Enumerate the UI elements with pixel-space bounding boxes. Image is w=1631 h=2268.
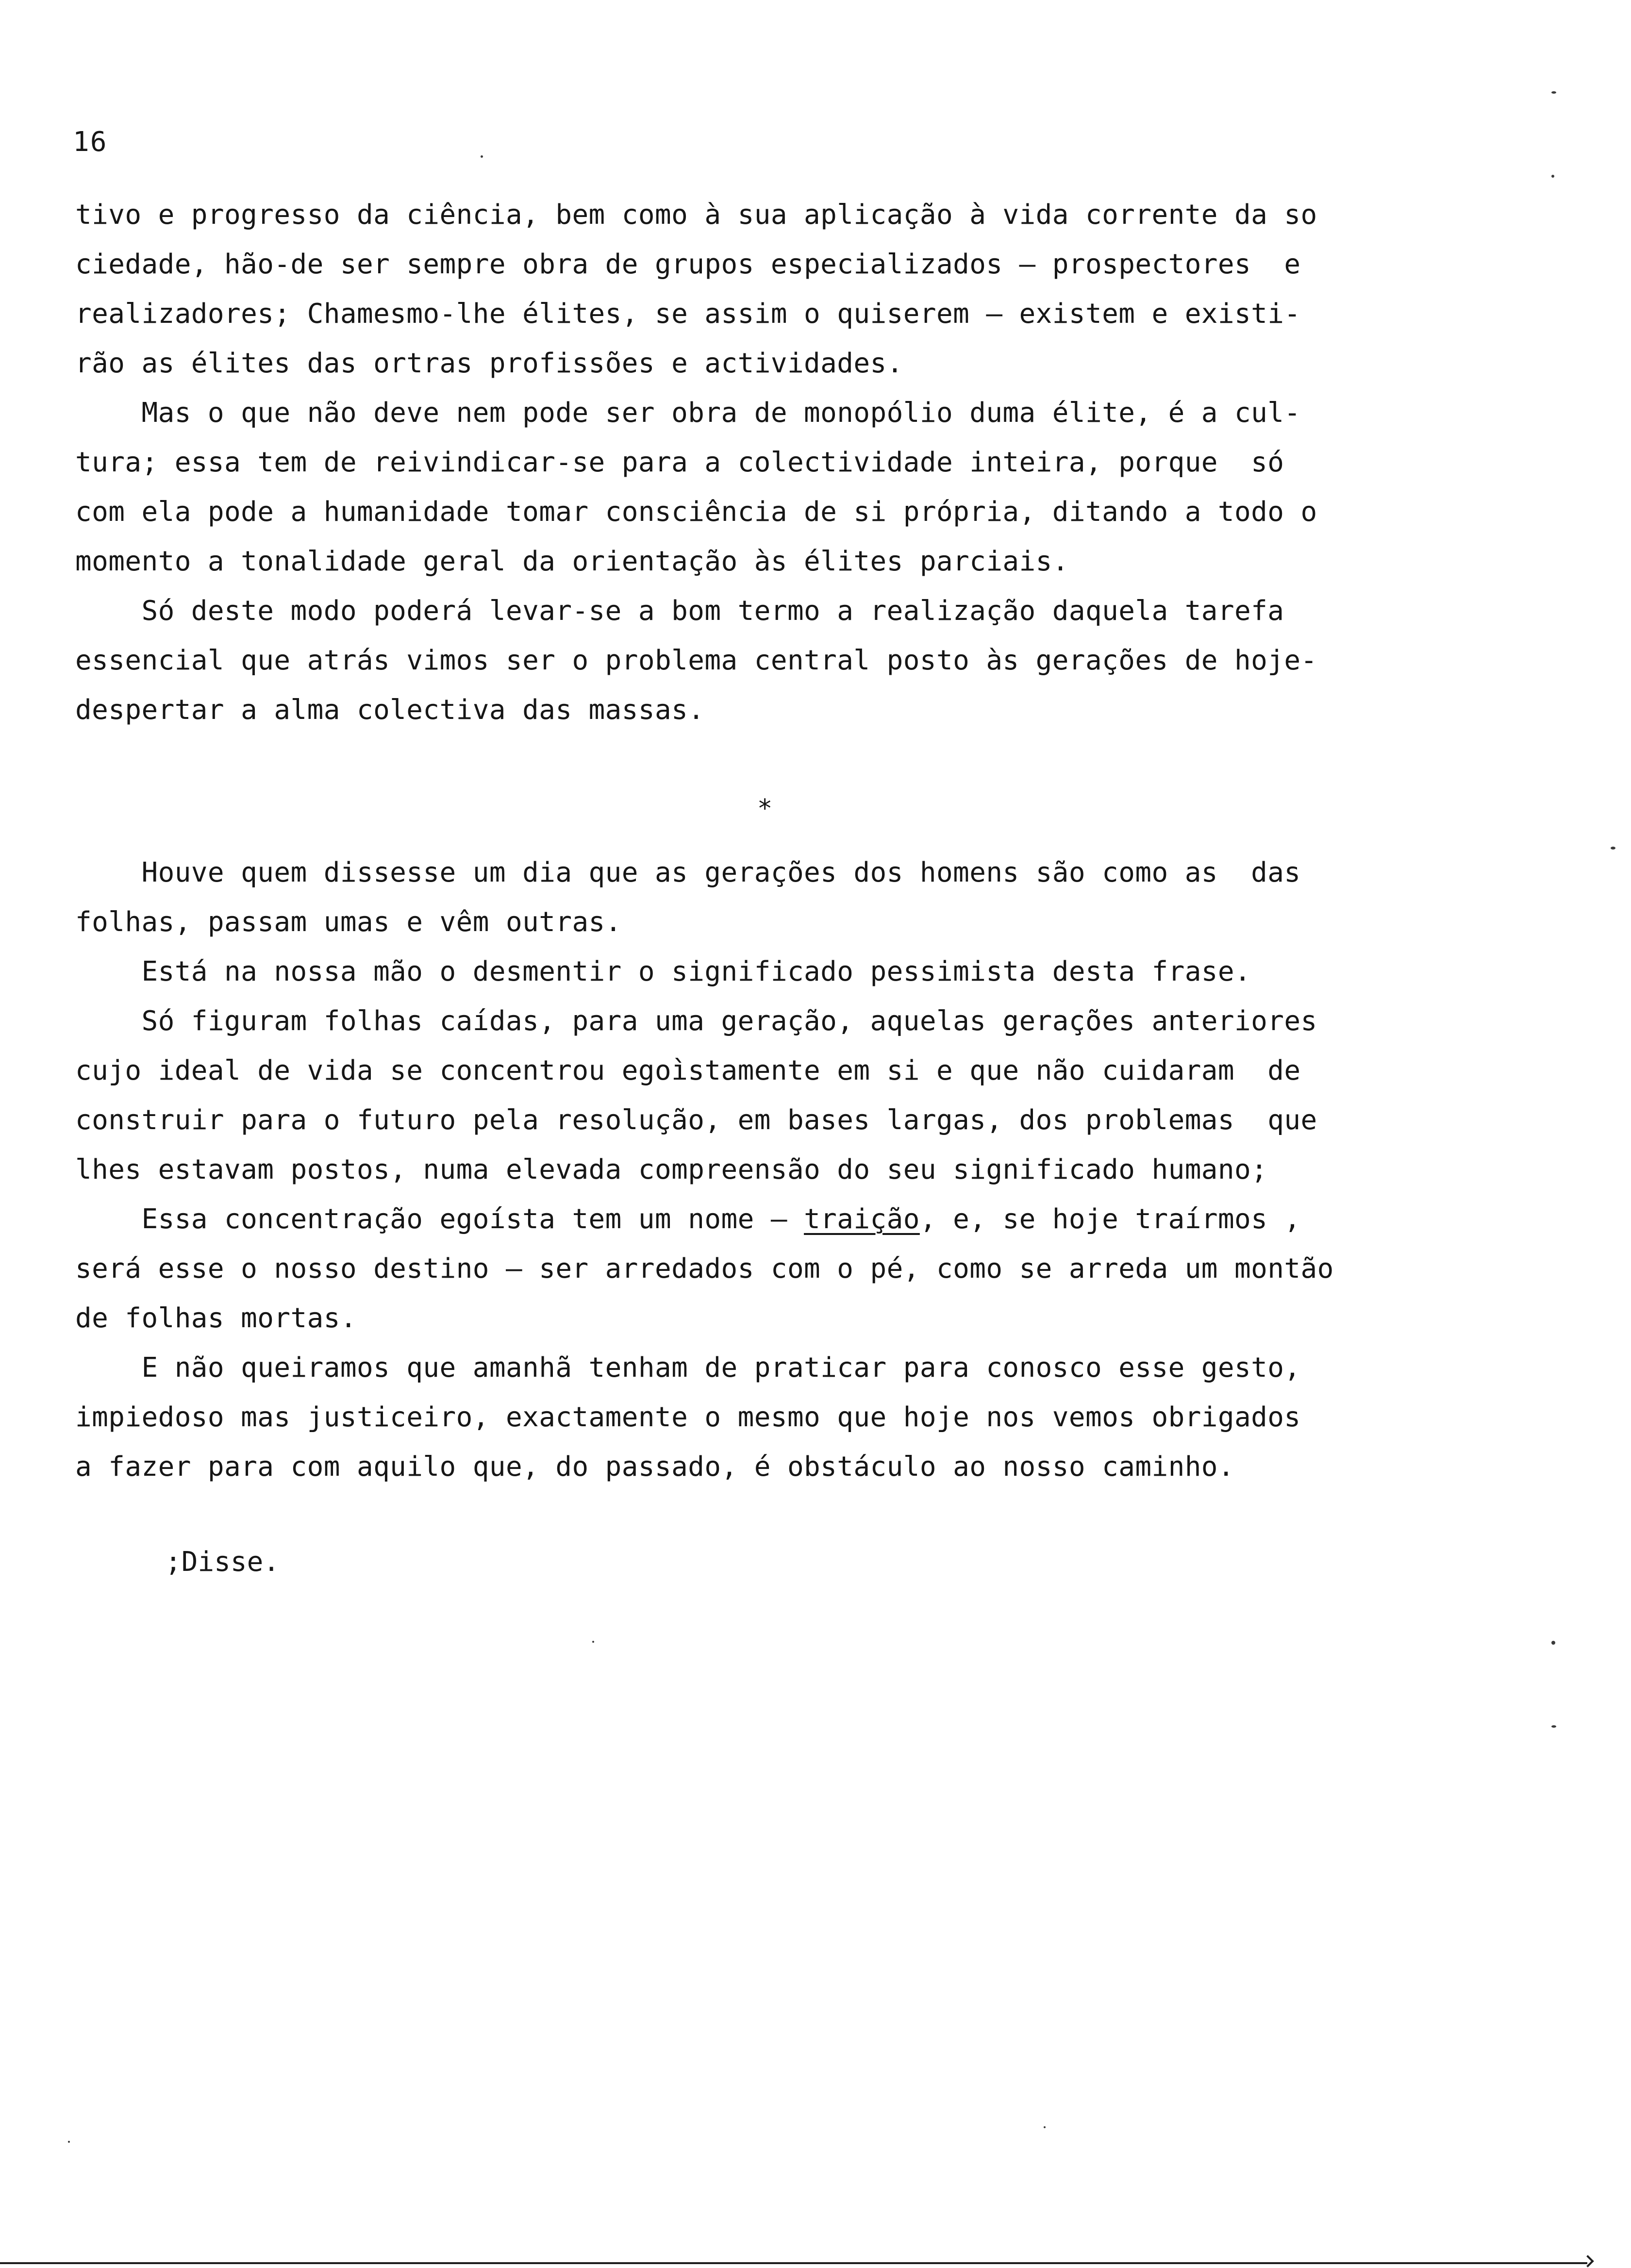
text-line: Só figuram folhas caídas, para uma geração, aquelas gerações anteriores bbox=[75, 1005, 1317, 1037]
text-line: folhas, passam umas e vêm outras. bbox=[75, 906, 622, 938]
scan-speck bbox=[1551, 1725, 1556, 1728]
text-segment: Essa concentração egoísta tem um nome – bbox=[75, 1203, 804, 1235]
text-line: tura; essa tem de reivindicar-se para a colectividade inteira, porque só bbox=[75, 447, 1284, 478]
text-line: ciedade, hão-de ser sempre obra de grupos especializados – prospectores e bbox=[75, 249, 1301, 280]
text-line: de folhas mortas. bbox=[75, 1302, 357, 1334]
scan-speck bbox=[1551, 91, 1556, 94]
text-line: Está na nossa mão o desmentir o significado pessimista desta frase. bbox=[75, 956, 1251, 987]
scan-speck bbox=[1611, 847, 1615, 850]
text-line: impiedoso mas justiceiro, exactamente o mesmo que hoje nos vemos obrigados bbox=[75, 1401, 1301, 1433]
text-line: lhes estavam postos, numa elevada compreensão do seu significado humano; bbox=[75, 1154, 1268, 1185]
text-line: essencial que atrás vimos ser o problema central posto às gerações de hoje- bbox=[75, 645, 1317, 676]
text-segment: , e, se hoje traírmos , bbox=[919, 1203, 1301, 1235]
text-line: construir para o futuro pela resolução, em bases largas, dos problemas que bbox=[75, 1104, 1317, 1136]
text-line: E não queiramos que amanhã tenham de praticar para conosco esse gesto, bbox=[75, 1352, 1301, 1384]
text-line: Houve quem dissesse um dia que as gerações dos homens são como as das bbox=[75, 857, 1301, 888]
scan-speck bbox=[1551, 175, 1554, 178]
text-line: será esse o nosso destino – ser arredados com o pé, como se arreda um montão bbox=[75, 1253, 1334, 1284]
text-line: com ela pode a humanidade tomar consciência de si própria, ditando a todo o bbox=[75, 496, 1317, 528]
text-line bbox=[75, 1203, 1301, 1235]
text-line: rão as élites das ortras profissões e actividades. bbox=[75, 348, 903, 379]
closing-remark: ;Disse. bbox=[165, 1546, 280, 1578]
underlined-word: traição bbox=[804, 1203, 920, 1235]
text-line: Mas o que não deve nem pode ser obra de monopólio duma élite, é a cul- bbox=[75, 397, 1301, 429]
text-line: Só deste modo poderá levar-se a bom termo a realização daquela tarefa bbox=[75, 595, 1284, 627]
text-line: tivo e progresso da ciência, bem como à sua aplicação à vida corrente da so bbox=[75, 199, 1317, 231]
text-line: a fazer para com aquilo que, do passado, é obstáculo ao nosso caminho. bbox=[75, 1451, 1235, 1483]
scan-speck bbox=[68, 2141, 70, 2143]
page-number: 16 bbox=[73, 126, 108, 158]
scan-speck bbox=[481, 155, 483, 158]
scan-speck bbox=[592, 1641, 594, 1643]
section-separator: * bbox=[757, 794, 773, 823]
bottom-rule bbox=[0, 2262, 1587, 2264]
text-line: realizadores; Chamesmo-lhe élites, se assim o quiserem – existem e existi- bbox=[75, 298, 1301, 330]
bottom-rule-arrow bbox=[1581, 2255, 1594, 2267]
text-line: cujo ideal de vida se concentrou egoìstamente em si e que não cuidaram de bbox=[75, 1055, 1301, 1086]
text-line: momento a tonalidade geral da orientação às élites parciais. bbox=[75, 546, 1069, 577]
text-line: despertar a alma colectiva das massas. bbox=[75, 694, 705, 726]
scan-speck bbox=[1044, 2126, 1046, 2128]
scan-speck bbox=[1551, 1641, 1555, 1645]
